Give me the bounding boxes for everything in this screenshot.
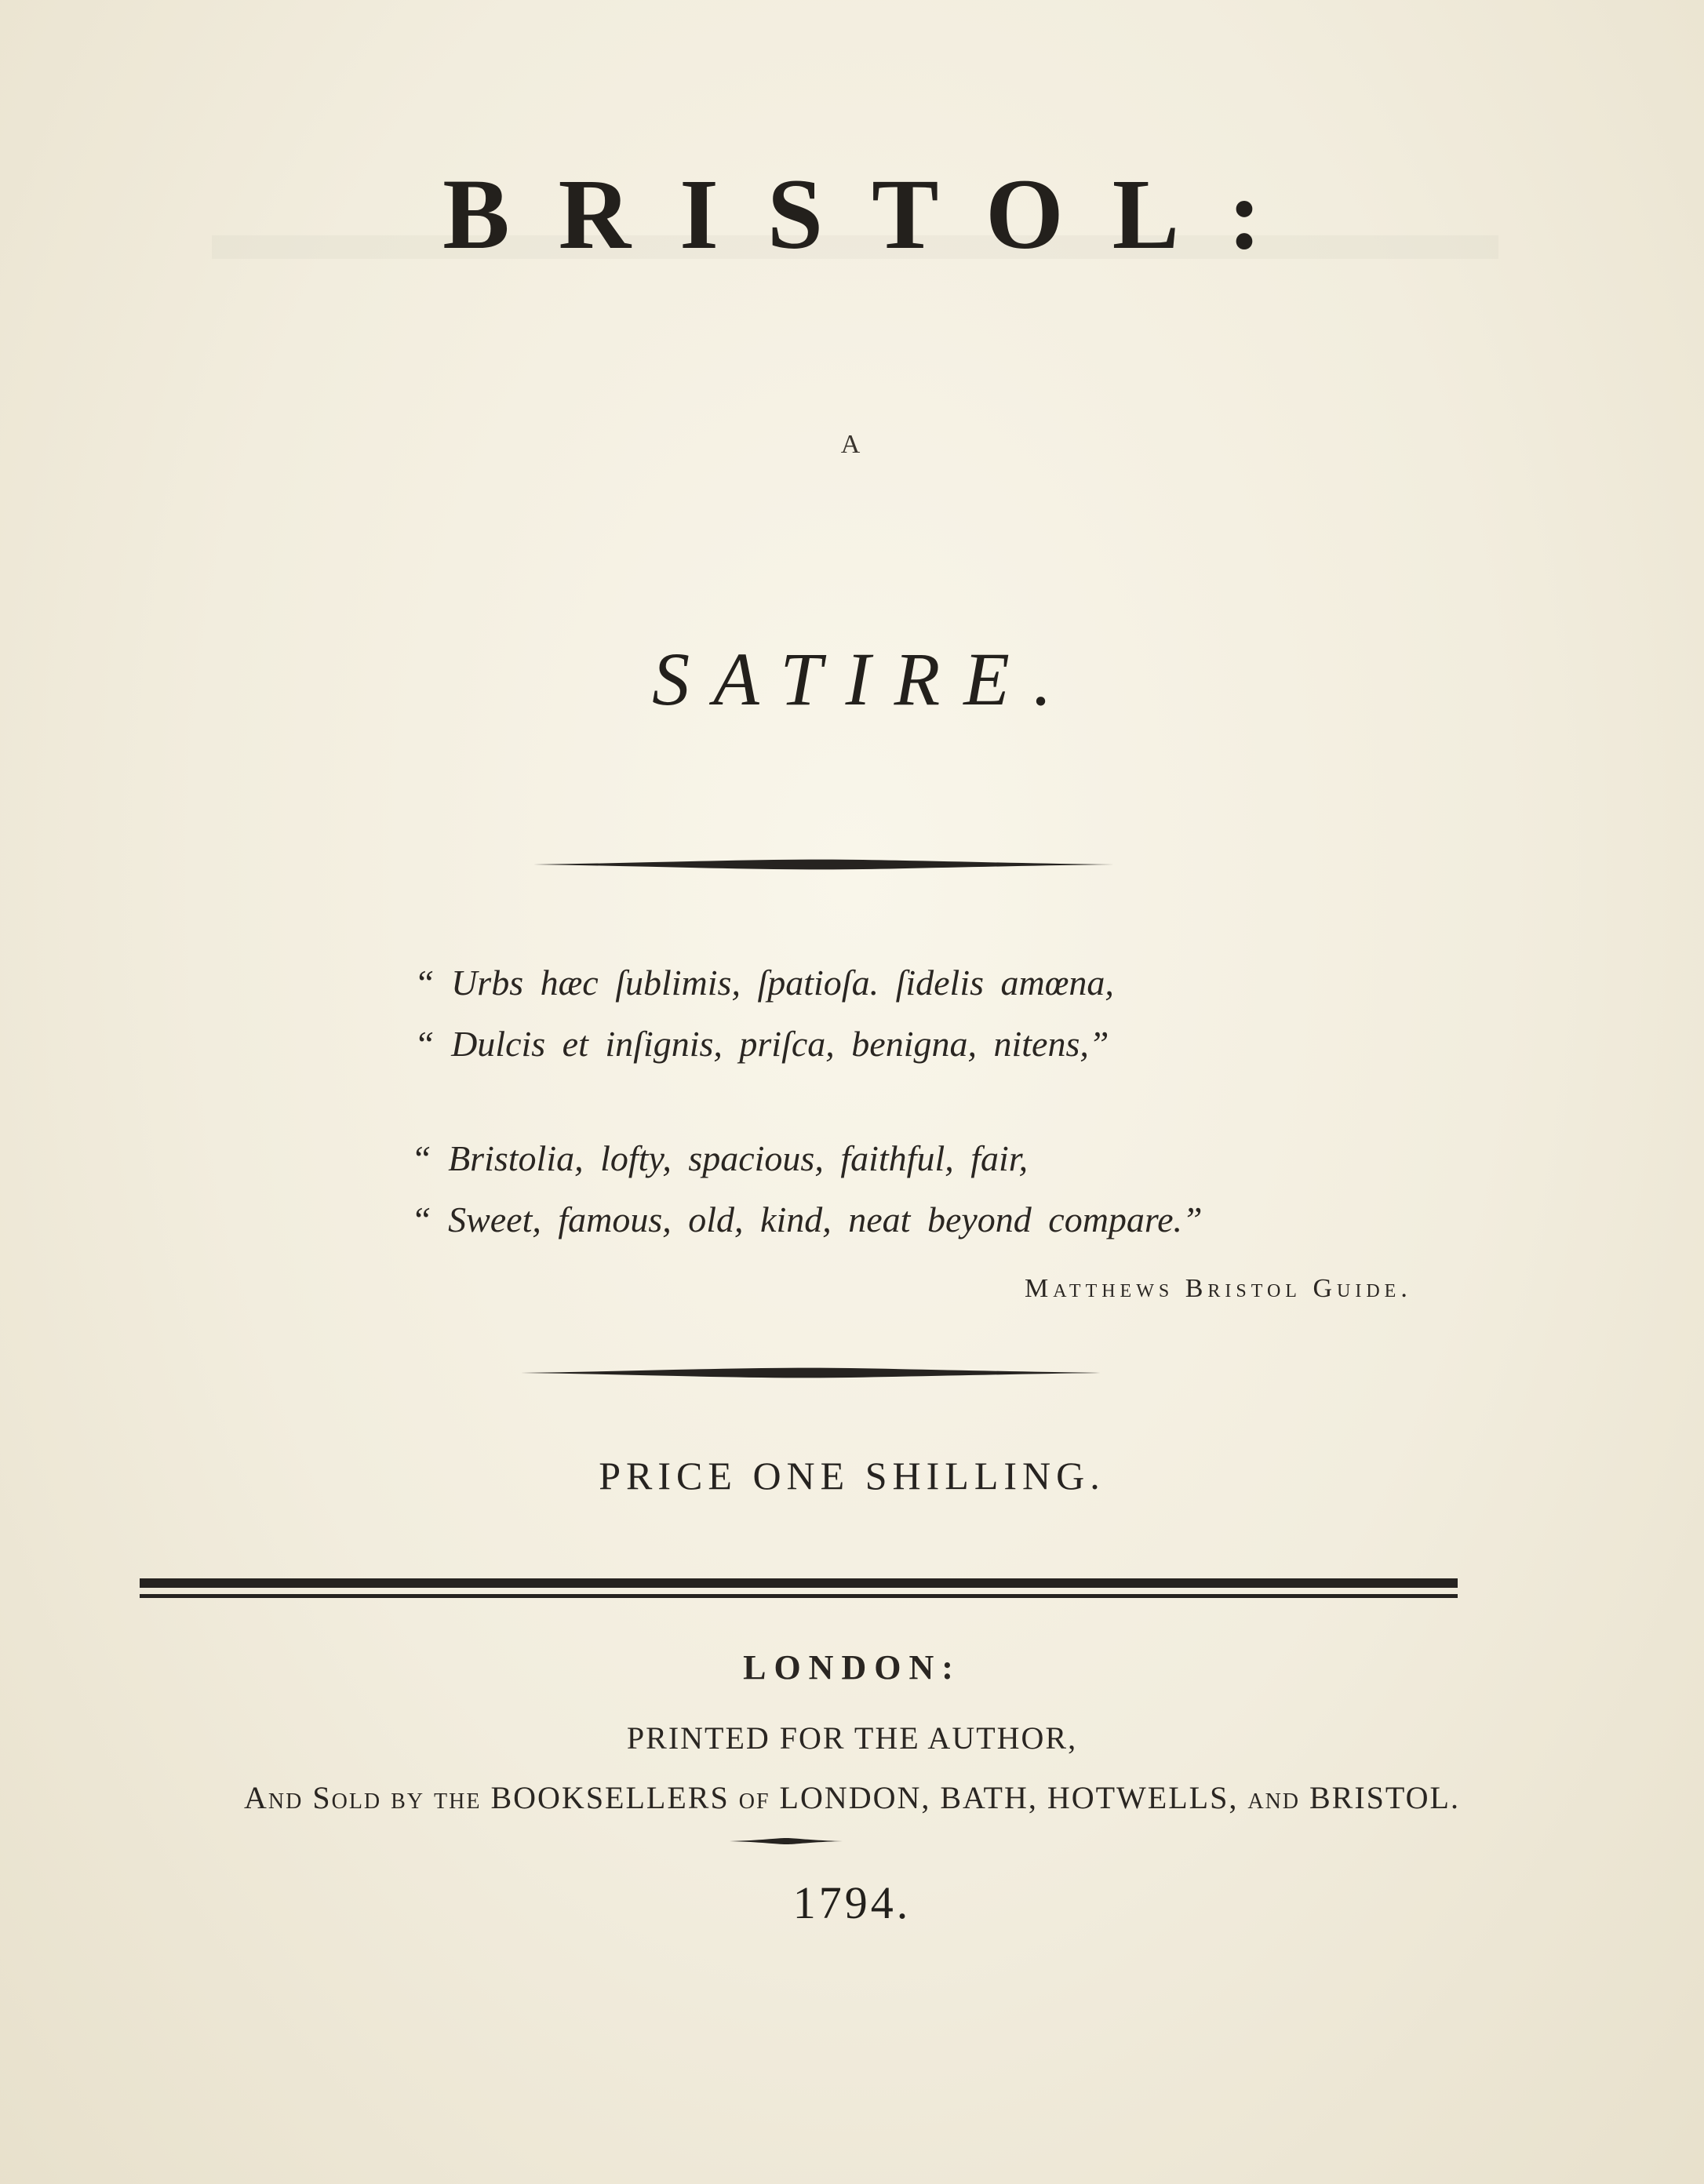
imprint-city: LONDON: (743, 1648, 961, 1687)
imprint-sold-by: And Sold by the BOOKSELLERS of LONDON, BATH, HOTWELLS, and BRISTOL. (244, 1780, 1460, 1815)
page-subtitle: SATIRE. (652, 637, 1076, 721)
epigraph-latin-line-2: “ Dulcis et inſignis, priſca, benigna, nitens,” (414, 1024, 1109, 1064)
price-line: PRICE ONE SHILLING. (599, 1454, 1105, 1498)
epigraph-attribution: Matthews Bristol Guide. (1025, 1274, 1412, 1303)
double-rule (140, 1575, 1458, 1605)
epigraph-latin-line-1: “ Urbs hæc ſublimis, ſpatioſa. ſidelis amœna, (414, 963, 1114, 1003)
short-ornament-rule (730, 1836, 843, 1847)
imprint-year: 1794. (792, 1877, 912, 1928)
title-article: A (840, 430, 864, 459)
swelled-rule-middle (521, 1363, 1105, 1382)
swelled-rule-top (533, 855, 1114, 874)
page-title: BRISTOL: (442, 158, 1310, 270)
imprint-printed-for: PRINTED FOR THE AUTHOR, (626, 1720, 1078, 1756)
epigraph-english-line-2: “ Sweet, famous, old, kind, neat beyond compare.” (411, 1199, 1203, 1239)
epigraph-english-line-1: “ Bristolia, lofty, spacious, faithful, fair, (411, 1138, 1029, 1178)
